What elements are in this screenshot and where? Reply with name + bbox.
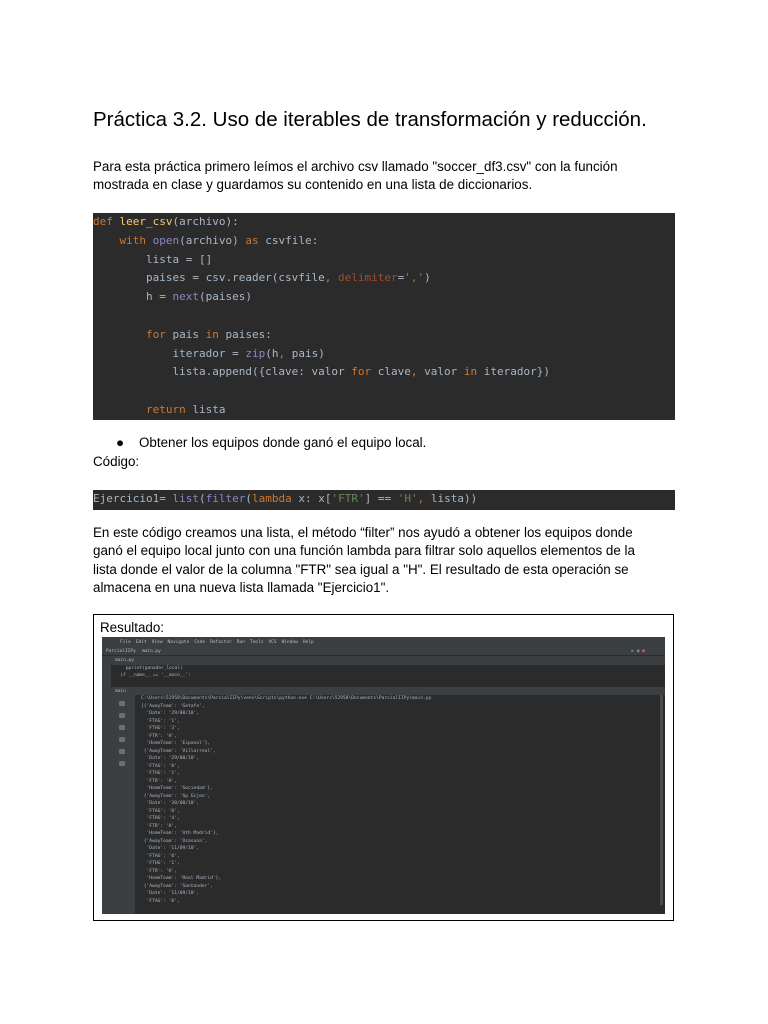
- menu-item-edit[interactable]: Edit: [135, 639, 147, 645]
- page-title: Práctica 3.2. Uso de iterables de transformación y reducción.: [93, 108, 647, 131]
- ide-project-name[interactable]: ParcialIIPy: [106, 648, 136, 654]
- console-scrollbar[interactable]: [660, 695, 663, 905]
- console-line: 'FTR': 'H',: [141, 733, 177, 739]
- ide-menubar: [102, 637, 665, 647]
- console-line: 'FTAG': '0',: [141, 763, 180, 769]
- menu-item-view[interactable]: View: [151, 639, 163, 645]
- console-line: 'HomeTeam': 'Espanol'},: [141, 741, 211, 746]
- console-line: 'FTR': 'H',: [141, 823, 177, 829]
- menu-item-navigate[interactable]: Navigate: [167, 639, 190, 645]
- ide-toolbar: [102, 647, 665, 656]
- ide-run-bar: [111, 687, 665, 695]
- console-line: C:\Users\52958\Documents\ParcialIIPy\venv\Scripts\python.exe C:\Users\52958\Documents\ParcialIIPy\main.py: [141, 696, 432, 701]
- menu-item-help[interactable]: Help: [302, 639, 314, 645]
- code-line: Ejercicio1= list(filter(lambda x: x['FTR'] == 'H', lista)): [93, 492, 478, 505]
- console-line: 'FTAG': '0',: [141, 853, 180, 859]
- code-line: with open(archivo) as csvfile:: [119, 233, 319, 247]
- console-line: {'AwayTeam': 'Villarreal',: [141, 748, 216, 754]
- scroll-end-icon[interactable]: [119, 737, 125, 742]
- console-line: 'Date': '11/09/10',: [141, 846, 200, 851]
- run-tab-main[interactable]: main: [115, 688, 126, 694]
- menu-item-code[interactable]: Code: [194, 639, 206, 645]
- console-line: {'AwayTeam': 'Sp Gijon',: [141, 793, 211, 799]
- explanation-line: En este código creamos una lista, el método “filter” nos ayudó a obtener los equipos donde: [93, 525, 633, 540]
- console-line: [{'AwayTeam': 'Getafe',: [141, 703, 205, 709]
- ide-console-gutter: [111, 695, 135, 914]
- menu-item-file[interactable]: File: [120, 639, 131, 645]
- intro-line: Para esta práctica primero leímos el archivo csv llamado "soccer_df3.csv" con la función: [93, 159, 618, 174]
- bullet-text: Obtener los equipos donde ganó el equipo local.: [139, 435, 427, 450]
- wrench-icon[interactable]: [119, 713, 125, 718]
- console-line: 'FTHG': '1',: [141, 861, 180, 866]
- console-line: 'Date': '30/08/10',: [141, 801, 200, 806]
- code-line: for pais in paises:: [145, 327, 272, 341]
- bullet-icon: ●: [116, 435, 125, 450]
- console-line: 'HomeTeam': 'Ath Madrid'},: [141, 831, 219, 836]
- code-line: paises = csv.reader(csvfile, delimiter=','): [93, 271, 431, 285]
- result-label: Resultado:: [100, 620, 165, 635]
- explanation-line: almacena en una nueva lista llamada "Ejercicio1".: [93, 579, 390, 595]
- menu-item-window[interactable]: Window: [281, 639, 298, 645]
- intro-line: mostrada en clase y guardamos su contenido en una lista de diccionarios.: [93, 177, 533, 193]
- code-line: lista.append({clave: valor for clave, valor in iterador}): [93, 365, 550, 379]
- code-line: def leer_csv(archivo):: [93, 215, 239, 228]
- code-line: lista = []: [93, 252, 213, 266]
- console-line: 'FTR': 'H',: [141, 778, 177, 784]
- menu-item-run[interactable]: Run: [236, 639, 245, 645]
- code-block-leer-csv: [93, 213, 675, 420]
- console-line: {'AwayTeam': 'Osasuna',: [141, 838, 208, 844]
- tab-main[interactable]: main.py: [115, 658, 134, 663]
- explanation-line: lista donde el valor de la columna "FTR" sea igual a "H". El resultado de esta operación se: [93, 561, 629, 577]
- print-icon[interactable]: [119, 749, 125, 754]
- intro-paragraph: [93, 158, 683, 195]
- menu-item-vcs[interactable]: VCS: [268, 639, 277, 645]
- ide-editor[interactable]: [111, 665, 665, 687]
- ide-screenshot: [102, 637, 665, 914]
- code-label: Código:: [93, 454, 140, 469]
- console-line: 'Date': '29/08/10',: [141, 711, 200, 716]
- console-line: 'FTR': 'H',: [141, 868, 177, 874]
- console-line: 'Date': '29/08/10',: [141, 756, 200, 761]
- explanation-paragraph: [93, 524, 683, 597]
- debug-icon[interactable]: ●: [636, 648, 640, 654]
- ide-console-output: [137, 695, 652, 914]
- console-line: 'FTAG': '0',: [141, 898, 180, 904]
- editor-line: pprint(ganador_local): [115, 666, 183, 671]
- code-line: return lista: [145, 402, 226, 416]
- code-line: [93, 382, 675, 401]
- console-line: 'FTAG': '0',: [141, 808, 180, 814]
- stop-icon[interactable]: [119, 725, 125, 730]
- console-line: 'FTHG': '3',: [141, 726, 180, 731]
- ide-editor-tabs: [111, 656, 665, 665]
- editor-line: if __name__ == '__main__':: [115, 673, 191, 678]
- menu-item-tools[interactable]: Tools: [249, 639, 264, 645]
- code-line: [93, 307, 675, 326]
- ide-file-name[interactable]: main.py: [141, 648, 161, 654]
- console-line: 'HomeTeam': 'Real Madrid'},: [141, 876, 222, 881]
- console-line: {'AwayTeam': 'Santander',: [141, 883, 213, 889]
- trash-icon[interactable]: [119, 761, 125, 766]
- result-box: [93, 614, 674, 921]
- stop-icon[interactable]: ■: [642, 648, 645, 654]
- console-line: 'FTHG': '1',: [141, 771, 180, 776]
- run-icon[interactable]: ▶: [631, 648, 635, 654]
- console-line: 'FTAG': '1',: [141, 718, 180, 724]
- ide-left-toolbar: [102, 656, 111, 914]
- code-line: iterador = zip(h, pais): [93, 346, 325, 360]
- code-line: h = next(paises): [93, 290, 252, 304]
- code-block-ejercicio1: [93, 490, 675, 510]
- explanation-line: ganó el equipo local junto con una función lambda para filtrar solo aquellos elementos de la: [93, 543, 635, 559]
- console-line: 'Date': '11/09/10',: [141, 891, 200, 896]
- console-line: 'HomeTeam': 'Sociedad'},: [141, 786, 213, 791]
- console-line: 'FTHG': '4',: [141, 816, 180, 821]
- menu-item-refactor[interactable]: Refactor: [210, 639, 232, 645]
- rerun-icon[interactable]: [119, 701, 125, 706]
- ide-run-controls[interactable]: [631, 649, 645, 654]
